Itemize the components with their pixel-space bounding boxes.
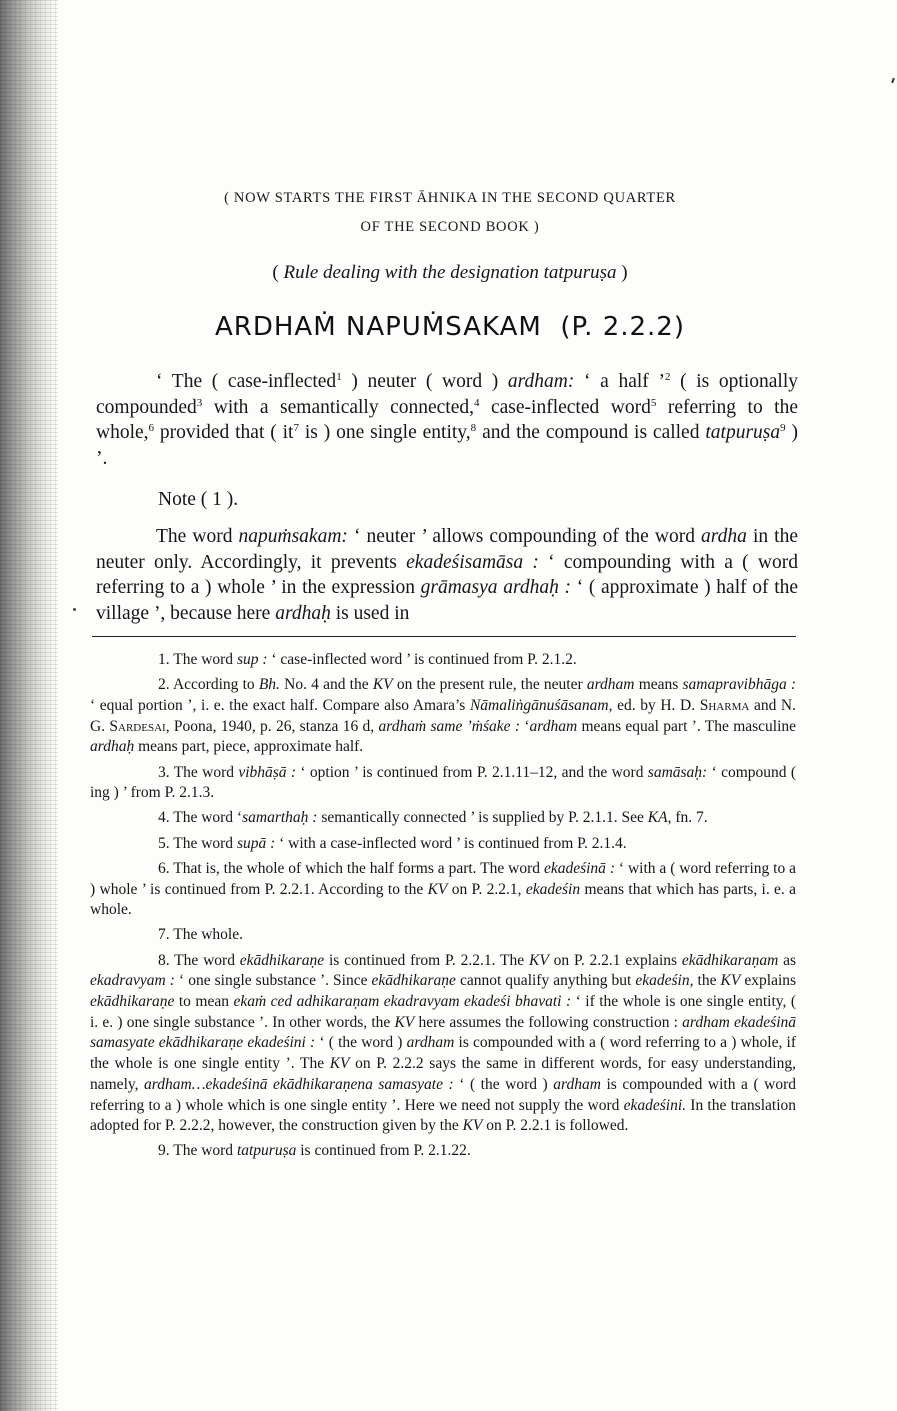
footnote-2: 2. According to Bh. No. 4 and the KV on the present rule, the neuter ardham means samapravibhāga : ‘ equal portion ’, i. e. the exact half. Compare also Amara’s Nāmaliṅgānuśāsanam, ed. by H. D. Sharma and N. G. Sardesai, Poona, 1940, p. 26, stanza 16 d, ardhaṁ same ’ṁśake : ‘ardham means equal part ’. The masculine ardhaḥ means part, piece, approximate half. [90,676,797,756]
footnote-divider [92,636,796,637]
sutra-text: ARDHAṀ NAPUṀSAKAM [214,312,542,342]
section-heading-line-2: OF THE SECOND BOOK ) [360,219,540,235]
footnote-7: 7. The whole. [158,926,243,944]
footnote-4: 4. The word ‘samarthaḥ : semantically connected ’ is supplied by P. 2.1.1. See KA, fn. 7. [158,809,708,827]
rule-subtitle: ( Rule dealing with the designation tatpuruṣa ) [272,262,628,283]
scanned-page-edge [0,0,58,1411]
section-heading-line-1: ( NOW STARTS THE FIRST ĀHNIKA IN THE SECOND QUARTER [224,190,676,206]
footnote-8: 8. The word ekādhikaraṇe is continued from P. 2.2.1. The KV on P. 2.2.1 explains ekādhikaraṇam as ekadravyam : ‘ one single substance ’. Since ekādhikaraṇe cannot qualify anything but ekadeśin, the KV explains ekādhikaraṇe to mean ekaṁ ced adhikaraṇam ekadravyam ekadeśi bhavati : ‘ if the whole is one single entity, ( i. e. ) one single substance ’. In other words, the KV here assumes the following construction : ardham ekadeśinā samasyate ekādhikaraṇe ekadeśini : ‘ ( the word ) ardham is compounded with a ( word referring to a ) whole, if the whole is one single entity ’. The KV on P. 2.2.2 says the same in different words, for easy understanding, namely, ardham…ekadeśinā ekādhikaraṇena samasyate : ‘ ( the word ) ardham is compounded with a ( word referring to a ) whole which is one single entity ’. Here we need not supply the word ekadeśini. In the translation adopted for P. 2.2.2, however, the construction given by the KV on P. 2.2.1 is followed. [90,951,797,1135]
footnote-1: 1. The word sup : ‘ case-inflected word ’ is continued from P. 2.1.2. [158,651,577,668]
footnotes [90,650,796,1167]
translation-paragraph: ‘ The ( case-inflected$^1$ ) neuter ( word ) ardham: ‘ a half ’$^2$ ( is optionally compounded$^3$ with a semantically connected,$^4$ case-inflected word$^5$ referring to the whole,$^6$ provided that ( $it^7$ is ) one single entity,$^8$ and the compound is called tatpuruṣa$^9$ ) ’. [96,371,799,469]
note-label: Note ( 1 ). [158,489,239,510]
scan-speck [891,78,895,83]
sutra-reference: (P. 2.2.2) [560,312,685,342]
footnote-9: 9. The word tatpuruṣa is continued from P. 2.1.22. [158,1142,471,1160]
commentary-paragraph: The word napuṁsakam: ‘ neuter ’ allows compounding of the word ardha in the neuter only. Accordingly, it prevents ekadeśisamāsa : ‘ compounding with a ( word referring to a ) whole ’ in the expression grāmasya ardhaḥ : ‘ ( approximate ) half of the village ’, because here ardhaḥ is used in [96,526,799,624]
footnote-3: 3. The word vibhāṣā : ‘ option ’ is continued from P. 2.1.11–12, and the word samāsaḥ: ‘ compound ( ing ) ’ from P. 2.1.3. [90,763,797,802]
margin-mark [73,608,76,611]
footnote-6: 6. That is, the whole of which the half forms a part. The word ekadeśinā : ‘ with a ( word referring to a ) whole ’ is continued from P. 2.2.1. According to the KV on P. 2.2.1, ekadeśin means that which has parts, i. e. a whole. [90,859,797,919]
sutra-title [100,312,800,342]
footnote-5: 5. The word supā : ‘ with a case-inflected word ’ is continued from P. 2.1.4. [158,834,627,852]
